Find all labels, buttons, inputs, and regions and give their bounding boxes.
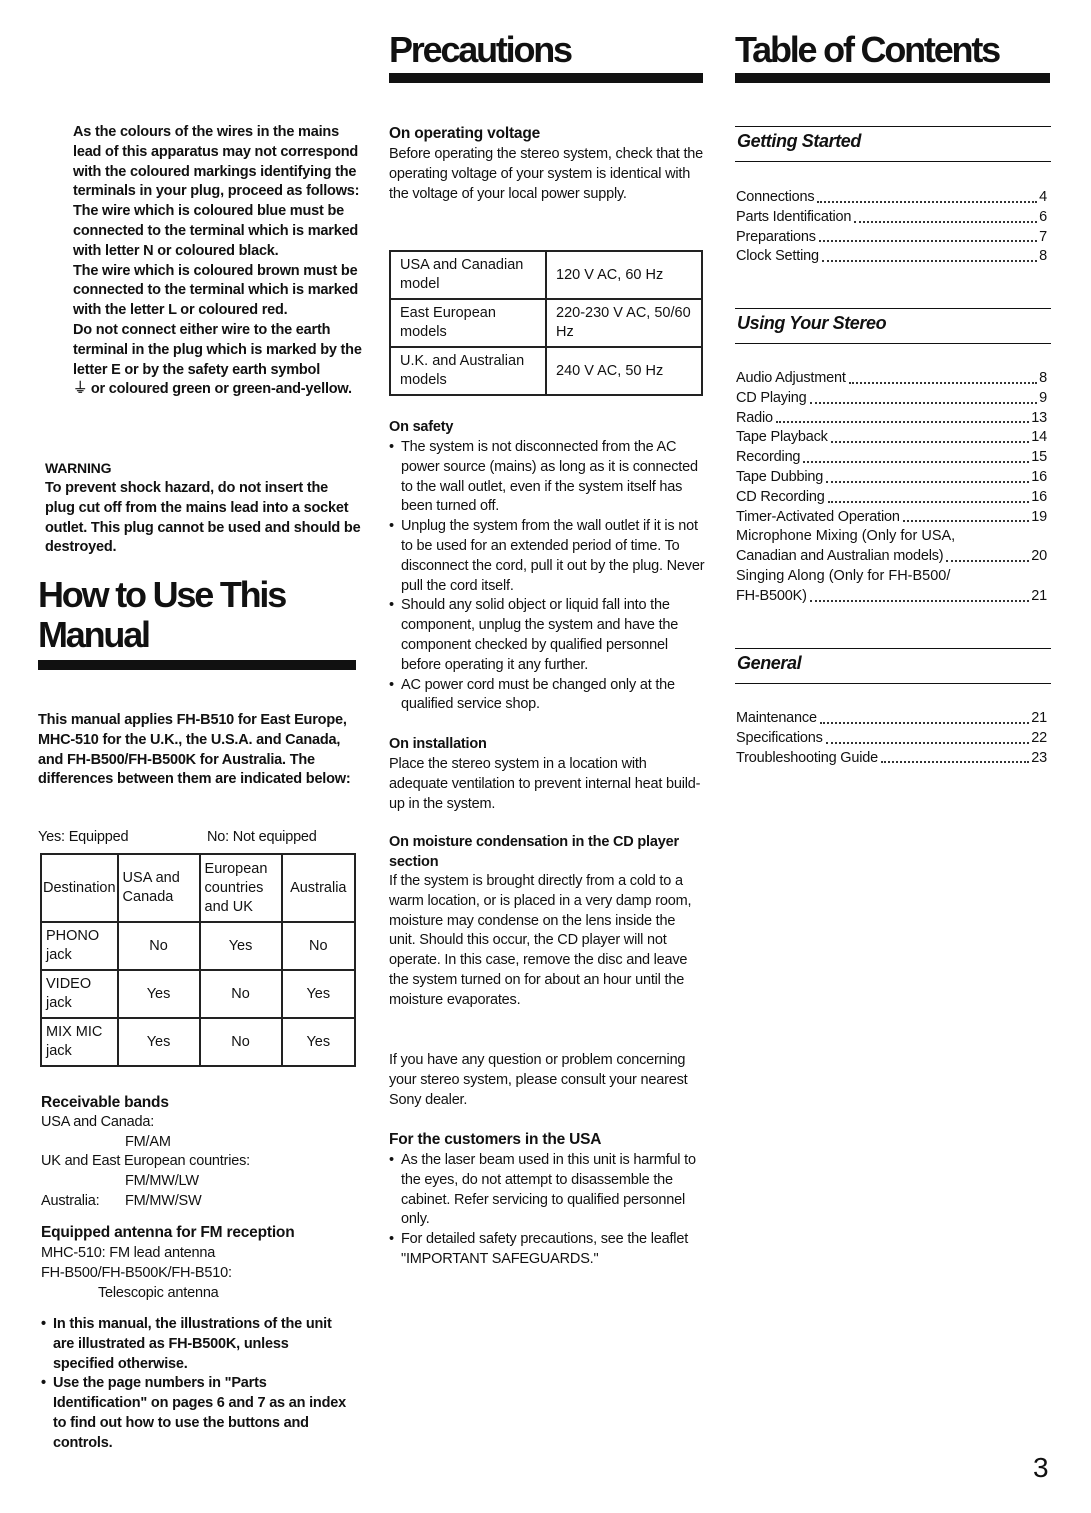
list-item: • For detailed safety precautions, see the leaflet "IMPORTANT SAFEGUARDS." <box>389 1230 699 1270</box>
toc-item-label: Timer-Activated Operation <box>736 508 900 525</box>
voltage-text: Before operating the stereo system, check that the operating voltage of your system is identical with the voltage of your local power supply. <box>389 146 704 202</box>
bands-uk-label: UK and East European countries: <box>41 1153 251 1169</box>
earth-symbol-icon: ⏚ <box>73 381 88 398</box>
manual-notes <box>41 1315 351 1454</box>
header-cell: European countries and UK <box>200 854 282 922</box>
toc-divider <box>735 161 1051 162</box>
toc-item[interactable] <box>736 527 1047 567</box>
antenna-line1: MHC-510: FM lead antenna <box>41 1245 216 1261</box>
toc-item-label: CD Playing <box>736 389 807 406</box>
toc-item[interactable] <box>736 729 1047 749</box>
toc-item-page: 14 <box>1031 429 1047 446</box>
wires-intro: As the colours of the wires in the mains lead of this apparatus may not correspond with the coloured markings identifying the terminals in your plug, proceed as follows: <box>73 124 360 200</box>
legend-no: No: Not equipped <box>207 829 317 845</box>
bands-au-label: Australia: <box>41 1193 100 1209</box>
toc-item-page: 8 <box>1039 370 1047 386</box>
toc-divider <box>735 648 1051 649</box>
toc-item-label: Canadian and Australian models) <box>736 548 944 565</box>
toc-item-page: 21 <box>1031 710 1047 726</box>
list-item: • Unplug the system from the wall outlet if it is not to be used for an extended period of time. To disconnect the cord, pull it out by the plug. Never pull the cord itself. <box>389 517 707 596</box>
table-cell: Yes <box>282 970 355 1018</box>
safety-list <box>389 438 707 715</box>
toc-item-page: 23 <box>1031 749 1047 766</box>
toc-item-page: 6 <box>1039 208 1047 225</box>
install-title: On installation <box>389 736 487 752</box>
antenna-line3: Telescopic antenna <box>98 1285 219 1301</box>
list-item: • As the laser beam used in this unit is harmful to the eyes, do not attempt to disassemble the cabinet. Refer servicing to qualified personnel only. <box>389 1151 699 1230</box>
manual-intro: This manual applies FH-B510 for East Europe, MHC-510 for the U.K., the U.S.A. and Canada, and FH-B500/FH-B500K for Australia. The differences between them are indicated below: <box>38 712 351 788</box>
how-to-rule <box>38 660 356 670</box>
toc-item-label: Recording <box>736 449 801 466</box>
table-cell: Yes <box>200 922 282 970</box>
warning-title: WARNING <box>45 460 112 476</box>
list-item: • Should any solid object or liquid fall into the component, unplug the system and have the component checked by qualified personnel before operating it any further. <box>389 596 707 675</box>
toc-item-label: Tape Playback <box>736 429 828 446</box>
toc-list-using-your-stereo <box>736 369 1047 607</box>
toc-item-label: Parts Identification <box>736 208 852 225</box>
toc-item-label: Preparations <box>736 228 816 245</box>
toc-item-page: 22 <box>1031 729 1047 746</box>
table-row <box>390 299 702 347</box>
voltage-table <box>389 250 703 396</box>
header-cell: Destination <box>41 854 118 922</box>
wires-blue: The wire which is coloured blue must be connected to the terminal which is marked with letter N or coloured black. <box>73 203 359 259</box>
toc-item-page: 19 <box>1031 508 1047 525</box>
toc-item-label: Singing Along (Only for FH-B500/ <box>736 567 951 584</box>
toc-item[interactable] <box>736 228 1047 248</box>
toc-item[interactable] <box>736 488 1047 508</box>
page-number: 3 <box>1033 1452 1049 1483</box>
antenna-line2: FH-B500/FH-B500K/FH-B510: <box>41 1265 232 1281</box>
toc-item-label: FH-B500K) <box>736 587 807 604</box>
destination-table <box>40 853 356 1067</box>
antenna-title: Equipped antenna for FM reception <box>41 1224 295 1241</box>
toc-item[interactable] <box>736 409 1047 429</box>
toc-item[interactable] <box>736 428 1047 448</box>
usa-title: For the customers in the USA <box>389 1131 602 1148</box>
row-label: MIX MIC jack <box>41 1018 118 1066</box>
precautions-heading: Precautions <box>389 29 571 70</box>
list-item: • In this manual, the illustrations of the unit are illustrated as FH-B500K, unless specified otherwise. <box>41 1315 351 1374</box>
toc-list-general <box>736 709 1047 768</box>
list-item: • The system is not disconnected from the AC power source (mains) as long as it is connected to the wall outlet, even if the system itself has been turned off. <box>389 438 707 517</box>
toc-item-page: 16 <box>1031 488 1047 505</box>
toc-item-page: 13 <box>1031 409 1047 426</box>
toc-item-page: 16 <box>1031 468 1047 485</box>
legend-yes: Yes: Equipped <box>38 829 129 845</box>
header-cell: Australia <box>282 854 355 922</box>
region-cell: U.K. and Australian models <box>390 347 546 395</box>
bands-title: Receivable bands <box>41 1094 169 1111</box>
wires-earth-text: Do not connect either wire to the earth terminal in the plug which is marked by the letter E or by the safety earth symbol <box>73 321 362 378</box>
table-row <box>41 1018 355 1066</box>
row-label: VIDEO jack <box>41 970 118 1018</box>
toc-divider <box>735 343 1051 344</box>
toc-item-page: 8 <box>1039 248 1047 265</box>
how-to-line2: Manual <box>38 614 149 655</box>
table-row <box>41 970 355 1018</box>
bands-uk-value: FM/MW/LW <box>125 1173 199 1189</box>
toc-rule <box>735 73 1050 83</box>
toc-item[interactable] <box>736 567 1047 607</box>
toc-section-using-your-stereo[interactable]: Using Your Stereo <box>737 313 887 333</box>
list-item: • Use the page numbers in "Parts Identification" on pages 6 and 7 as an index to find out how to use the buttons and controls. <box>41 1374 351 1453</box>
voltage-title: On operating voltage <box>389 125 541 142</box>
toc-list-getting-started <box>736 188 1047 267</box>
wires-instructions <box>73 123 363 400</box>
toc-item-label: Radio <box>736 409 773 426</box>
table-cell: No <box>200 1018 282 1066</box>
question-text: If you have any question or problem concerning your stereo system, please consult your nearest Sony dealer. <box>389 1052 688 1108</box>
toc-item-page: 20 <box>1031 548 1047 565</box>
toc-item-page: 21 <box>1031 587 1047 604</box>
toc-divider <box>735 683 1051 684</box>
toc-item-label: Specifications <box>736 729 823 746</box>
toc-item-page: 15 <box>1031 449 1047 466</box>
toc-divider <box>735 308 1051 309</box>
toc-item[interactable] <box>736 369 1047 389</box>
table-cell: Yes <box>282 1018 355 1066</box>
voltage-cell: 120 V AC, 60 Hz <box>546 251 702 299</box>
table-cell: No <box>118 922 200 970</box>
table-row <box>390 347 702 395</box>
toc-item[interactable] <box>736 749 1047 769</box>
toc-item[interactable] <box>736 508 1047 528</box>
toc-section-general[interactable]: General <box>737 653 802 673</box>
toc-item-page: 9 <box>1039 389 1047 406</box>
toc-section-getting-started[interactable]: Getting Started <box>737 131 862 151</box>
bands-usa-label: USA and Canada: <box>41 1114 155 1130</box>
how-to-heading <box>38 575 358 655</box>
warning-text: To prevent shock hazard, do not insert the plug cut off from the mains lead into a socket outlet. This plug cannot be used and should be destroyed. <box>45 480 361 556</box>
toc-divider <box>735 126 1051 127</box>
moisture-title: On moisture condensation in the CD player section <box>389 834 679 870</box>
toc-item-page: 4 <box>1039 189 1047 205</box>
region-cell: USA and Canadian model <box>390 251 546 299</box>
row-label: PHONO jack <box>41 922 118 970</box>
toc-item[interactable] <box>736 389 1047 409</box>
toc-item-label: Maintenance <box>736 710 817 726</box>
toc-item[interactable] <box>736 188 1047 208</box>
voltage-cell: 240 V AC, 50 Hz <box>546 347 702 395</box>
toc-item-page: 7 <box>1039 228 1047 245</box>
install-text: Place the stereo system in a location with adequate ventilation to prevent internal heat build-up in the system. <box>389 756 701 812</box>
table-cell: Yes <box>118 1018 200 1066</box>
toc-item-label: CD Recording <box>736 488 825 505</box>
table-cell: Yes <box>118 970 200 1018</box>
toc-item[interactable] <box>736 468 1047 488</box>
bands-au-value: FM/MW/SW <box>125 1193 202 1209</box>
voltage-cell: 220-230 V AC, 50/60 Hz <box>546 299 702 347</box>
toc-heading: Table of Contents <box>735 29 999 70</box>
wires-brown: The wire which is coloured brown must be connected to the terminal which is marked with the letter L or coloured red. <box>73 262 359 319</box>
table-row <box>390 251 702 299</box>
toc-item-label: Connections <box>736 189 815 205</box>
wires-earth <box>73 321 363 400</box>
toc-item[interactable] <box>736 448 1047 468</box>
wires-earth-end: or coloured green or green-and-yellow. <box>90 381 352 398</box>
toc-item[interactable] <box>736 247 1047 267</box>
bands-usa-value: FM/AM <box>125 1134 171 1150</box>
table-row <box>41 922 355 970</box>
how-to-line1: How to Use This <box>38 574 286 615</box>
toc-item-label: Microphone Mixing (Only for USA, <box>736 528 956 545</box>
usa-list <box>389 1151 699 1270</box>
list-item: • AC power cord must be changed only at the qualified service shop. <box>389 676 707 716</box>
header-cell: USA and Canada <box>118 854 200 922</box>
toc-item[interactable] <box>736 709 1047 729</box>
toc-item-label: Tape Dubbing <box>736 468 824 485</box>
region-cell: East European models <box>390 299 546 347</box>
toc-item-label: Audio Adjustment <box>736 370 846 386</box>
table-row <box>41 854 355 922</box>
toc-item-label: Troubleshooting Guide <box>736 749 878 766</box>
precautions-rule <box>389 73 703 83</box>
toc-item[interactable] <box>736 208 1047 228</box>
safety-title: On safety <box>389 419 454 435</box>
table-cell: No <box>282 922 355 970</box>
moisture-text: If the system is brought directly from a cold to a warm location, or is placed in a very damp room, moisture may condense on the lens inside the unit. Should this occur, the CD player will not operate. In this case, remove the disc and leave the system turned on for about an hour until the moisture evaporates. <box>389 873 692 1008</box>
toc-item-label: Clock Setting <box>736 248 819 265</box>
table-cell: No <box>200 970 282 1018</box>
